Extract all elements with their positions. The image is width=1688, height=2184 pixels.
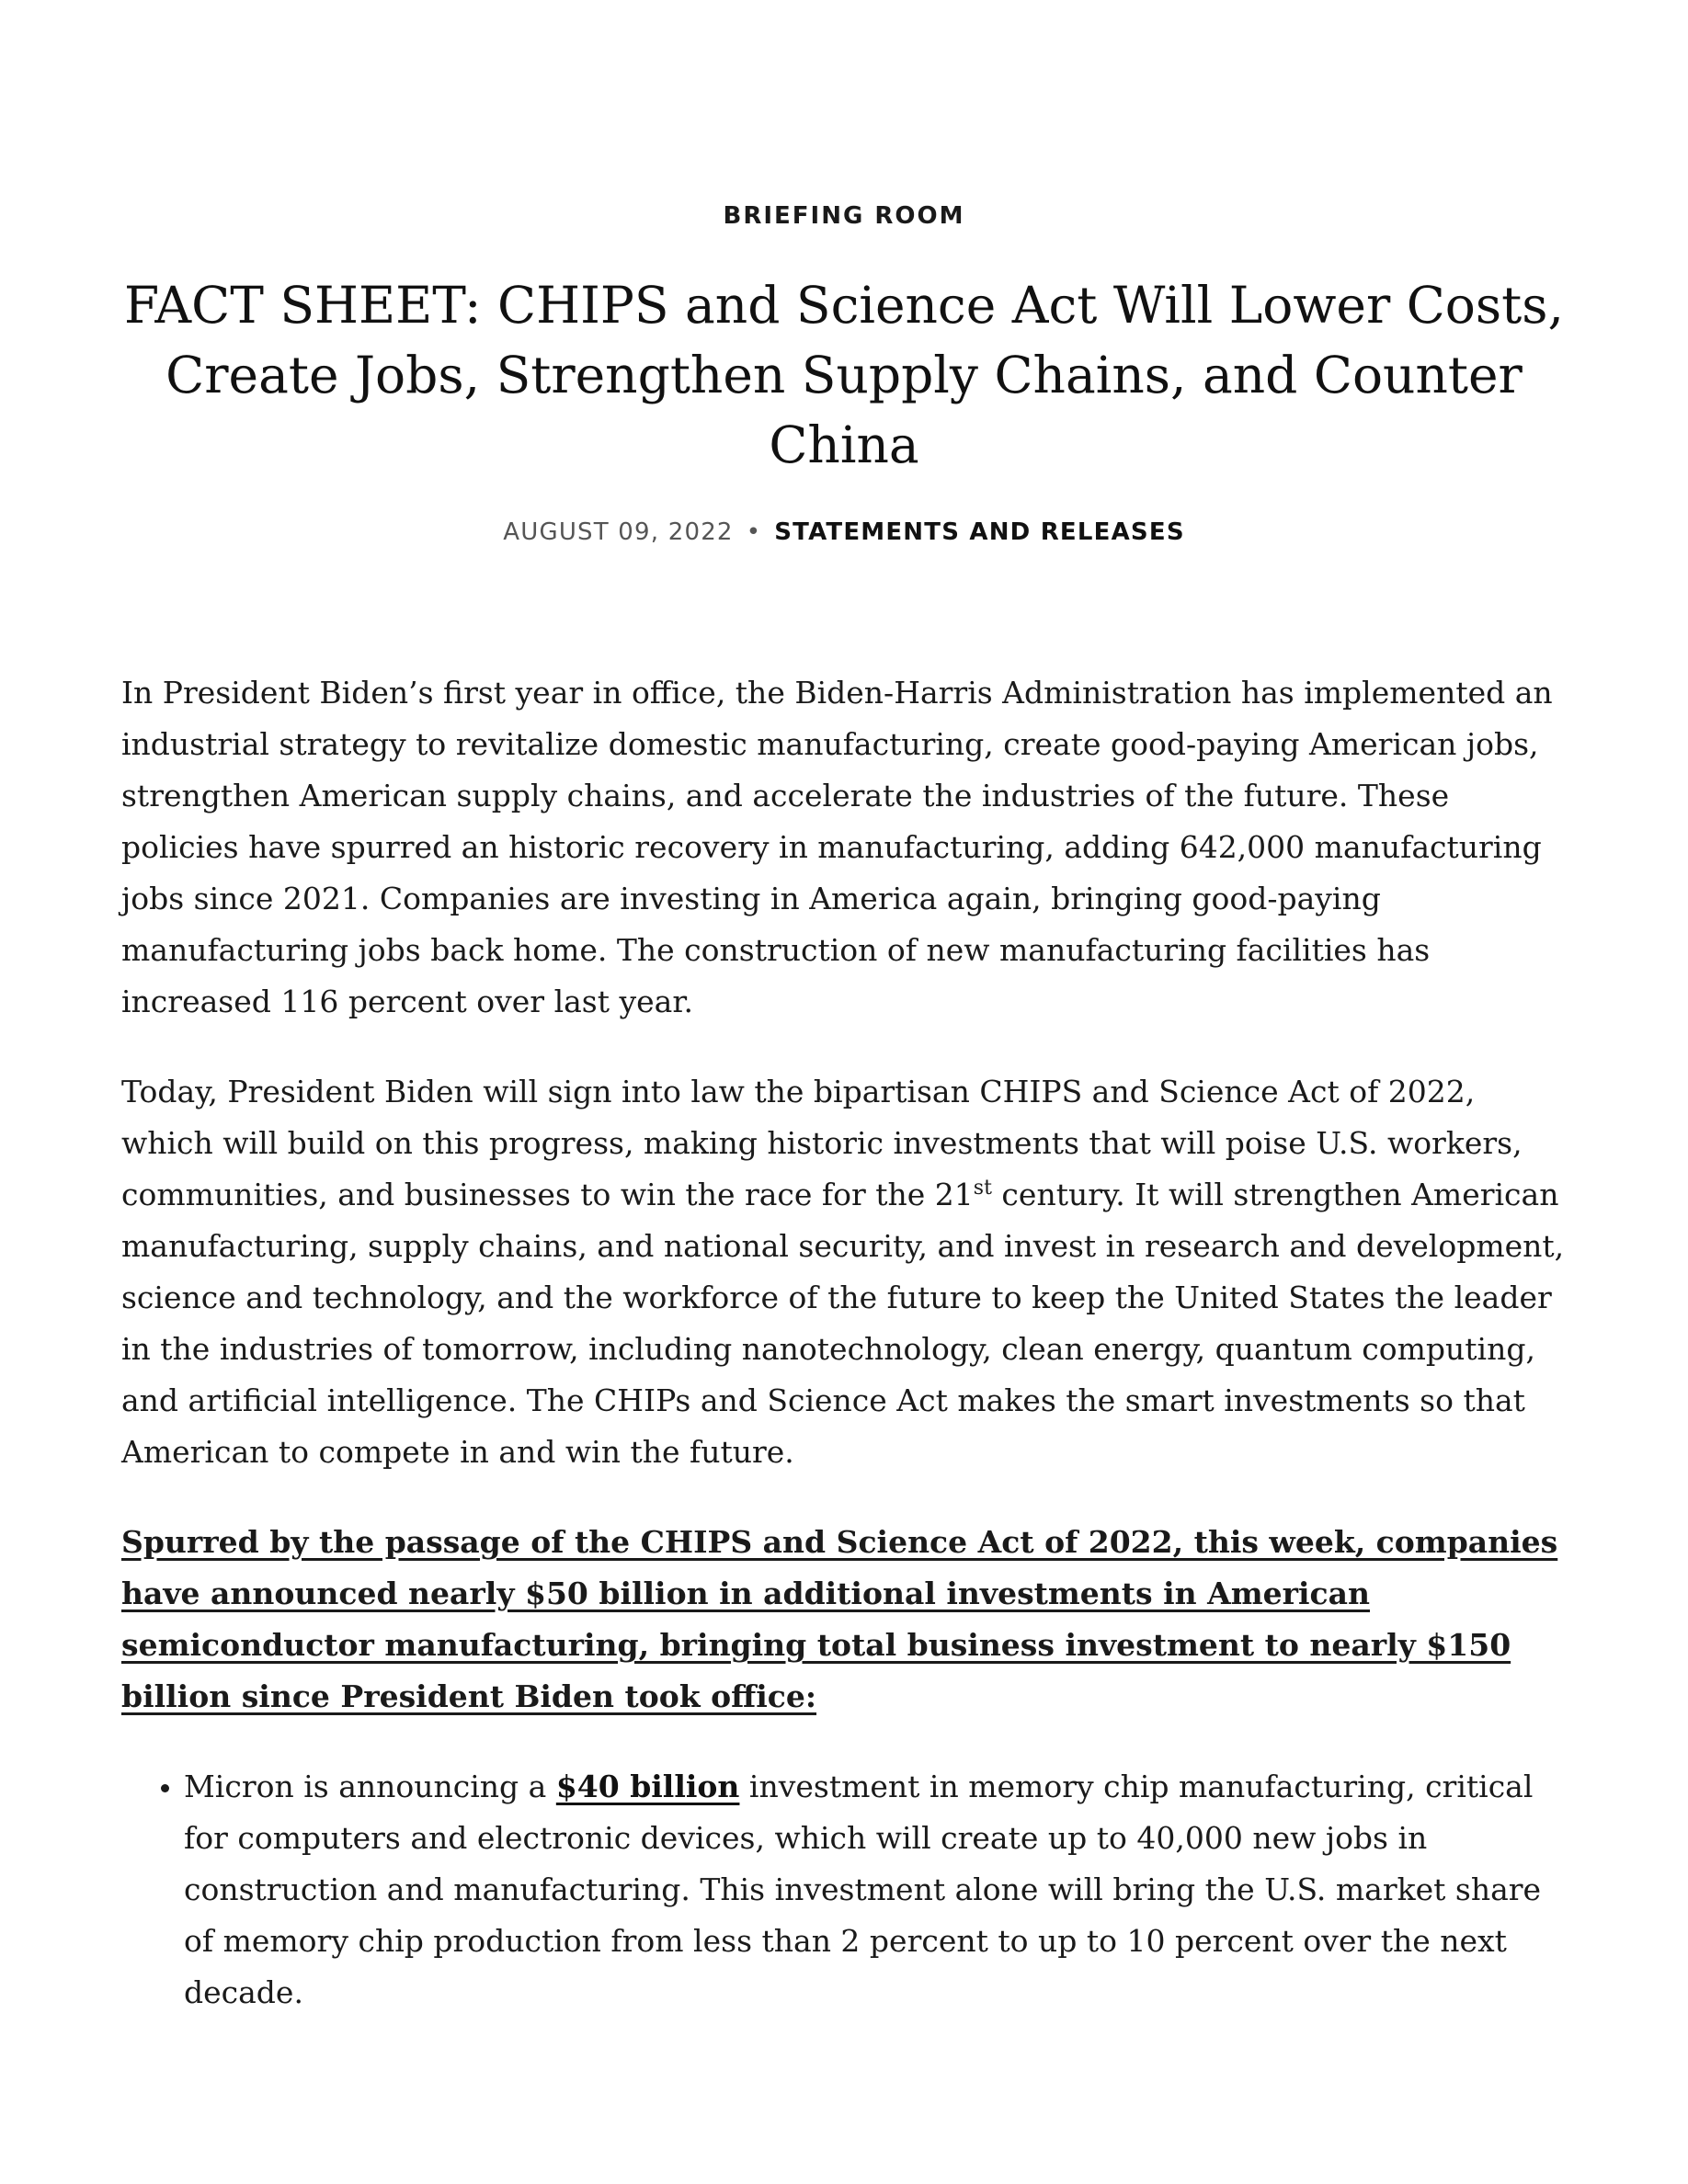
list-item-text-b: investment in memory chip manufacturing, critical for computers and electronic devices, which will create up to 40,000 new jobs in construction and manufacturing. This investment alone will bring the U.S. market share of memory chip production from less than 2 percent to up to 10 percent over the next decade. bbox=[184, 1769, 1542, 2010]
paragraph-signing-text-a: Today, President Biden will sign into law the bipartisan CHIPS and Science Act of 2022, which will build on this progress, making historic investments that will poise U.S. workers, communities, and businesses to win the race for the 21 bbox=[121, 1074, 1523, 1212]
ordinal-superscript: st bbox=[973, 1177, 992, 1200]
publish-date: AUGUST 09, 2022 bbox=[503, 518, 734, 546]
paragraph-signing bbox=[121, 1066, 1567, 1478]
paragraph-signing-text-b: century. It will strengthen American manufacturing, supply chains, and national security, and invest in research and development, science and technology, and the workforce of the future to keep the United States the leader in the industries of tomorrow, including nanotechnology, clean energy, quantum computing, and artificial intelligence. The CHIPs and Science Act makes the smart investments so that American to compete in and win the future. bbox=[121, 1177, 1565, 1470]
lead-statement bbox=[121, 1517, 1567, 1723]
section-eyebrow[interactable]: BRIEFING ROOM bbox=[723, 202, 965, 230]
lead-statement-text: Spurred by the passage of the CHIPS and Science Act of 2022, this week, companies have announced nearly $50 billion in additional investments in American semiconductor manufacturing, bringing total business investment to nearly $150 billion since President Biden took office: bbox=[121, 1524, 1558, 1714]
investment-list bbox=[121, 1761, 1567, 2019]
article-meta bbox=[0, 518, 1688, 546]
article-header bbox=[0, 202, 1688, 546]
investment-amount-link[interactable]: $40 billion bbox=[555, 1769, 740, 1804]
page-title: FACT SHEET: CHIPS and Science Act Will Lower Costs, Create Jobs, Strengthen Supply Chains, and Counter China bbox=[124, 276, 1564, 474]
list-item bbox=[184, 1761, 1567, 2019]
article-body bbox=[121, 667, 1567, 2019]
list-item-text-a: Micron is announcing a bbox=[184, 1769, 556, 1804]
paragraph-intro: In President Biden’s first year in office, the Biden-Harris Administration has implemented an industrial strategy to revitalize domestic manufacturing, create good-paying American jobs, strengthen American supply chains, and accelerate the industries of the future. These policies have spurred an historic recovery in manufacturing, adding 642,000 manufacturing jobs since 2021. Companies are investing in America again, bringing good-paying manufacturing jobs back home. The construction of new manufacturing facilities has increased 116 percent over last year. bbox=[121, 675, 1553, 1019]
category-link[interactable]: STATEMENTS AND RELEASES bbox=[774, 518, 1185, 546]
meta-separator: • bbox=[746, 518, 762, 546]
